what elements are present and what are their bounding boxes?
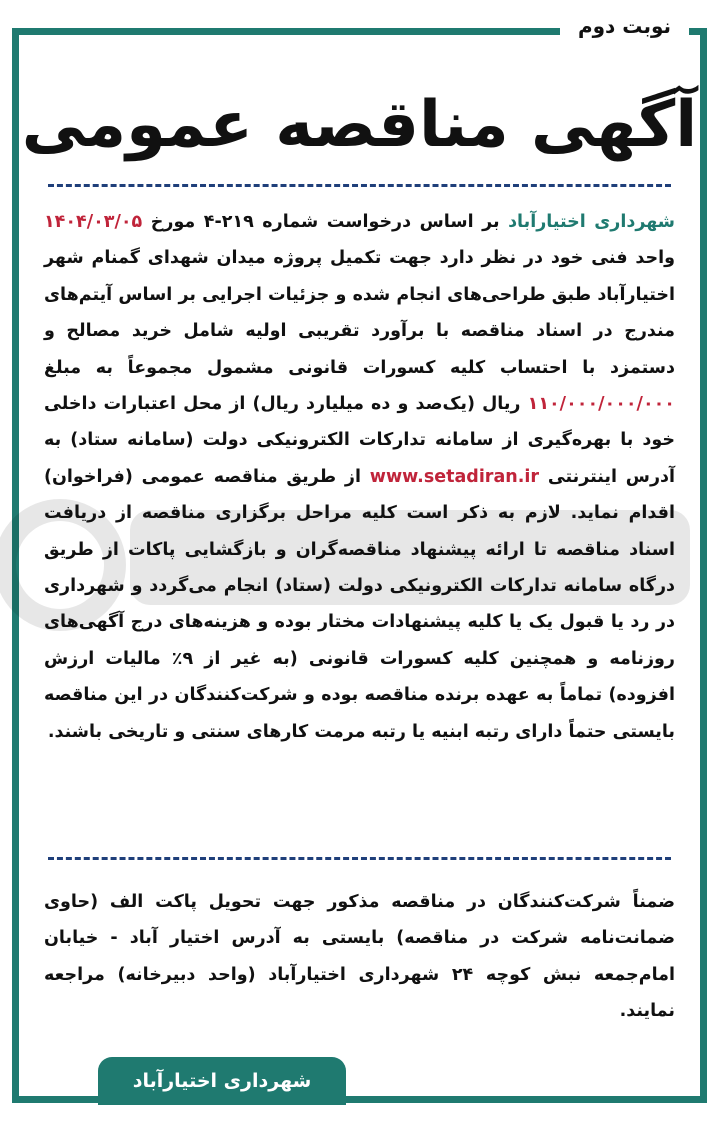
footer-signature: شهرداری اختیارآباد [98,1057,346,1105]
estimated-amount: ۱۱۰/۰۰۰/۰۰۰/۰۰۰ [527,394,675,415]
body-text-d: از طریق مناقصه عمومی (فراخوان) اقدام نماید. لازم به ذکر است کلیه مراحل برگزاری مناقصه از دریافت اسناد مناقصه تا ارائه پیشنهاد مناقصه‌گران و بازگشایی پاکات از طریق درگاه سامانه تدارکات الکترونیکی دولت (ستاد) انجام می‌گردد و شهرداری در رد یا قبول یک یا کلیه پیشنهادات مختار بوده و هزینه‌های درج آگهی‌های روزنامه و همچنین کلیه کسورات قانونی (به غیر از ۹٪ مالیات ارزش افزوده) تماماً به عهده برنده مناقصه بوده و شرکت‌کنندگان در این مناقصه بایستی حتماً دارای رتبه ابنیه یا رتبه مرمت کارهای سنتی و تاریخی باشند. [44,466,675,742]
body-text-c: ریال (یک‌صد و ده میلیارد ریال) از محل اعتبارات داخلی خود با بهره‌گیری از سامانه تدارکات الکترونیکی دولت (سامانه ستاد) به آدرس اینترنتی [44,394,675,487]
top-divider [48,184,671,187]
delivery-note: ضمناً شرکت‌کنندگان در مناقصه مذکور جهت تحویل پاکت الف (حاوی ضمانت‌نامه شرکت در مناقصه) بایستی به آدرس اختیار آباد - خیابان امام‌جمعه نبش کوچه ۲۴ شهرداری اختیارآباد (واحد دبیرخانه) مراجعه نمایند. [44,892,676,1022]
bottom-divider [48,857,671,860]
edition-label: نوبت دوم [560,10,689,44]
notice-title: آگهی مناقصه عمومی [21,88,698,162]
request-date: ۱۴۰۴/۰۳/۰۵ [44,212,143,232]
body-text-b: واحد فنی خود در نظر دارد جهت تکمیل پروژه میدان شهدای گمنام شهر اختیارآباد طبق طراحی‌های انجام شده و جزئیات اجرایی بر اساس آیتم‌های مندرج در اسناد مناقصه با برآورد تقریبی اولیه شامل خرید مصالح و دستمزد با احتساب کلیه کسورات قانونی مشمول مجموعاً به مبلغ [44,248,675,378]
notice-body [44,204,675,750]
setad-website-link[interactable]: www.setadiran.ir [369,466,539,487]
municipality-name: شهرداری اختیارآباد [508,212,676,232]
body-text-a: بر اساس درخواست شماره ۲۱۹-۴ مورخ [142,212,509,232]
